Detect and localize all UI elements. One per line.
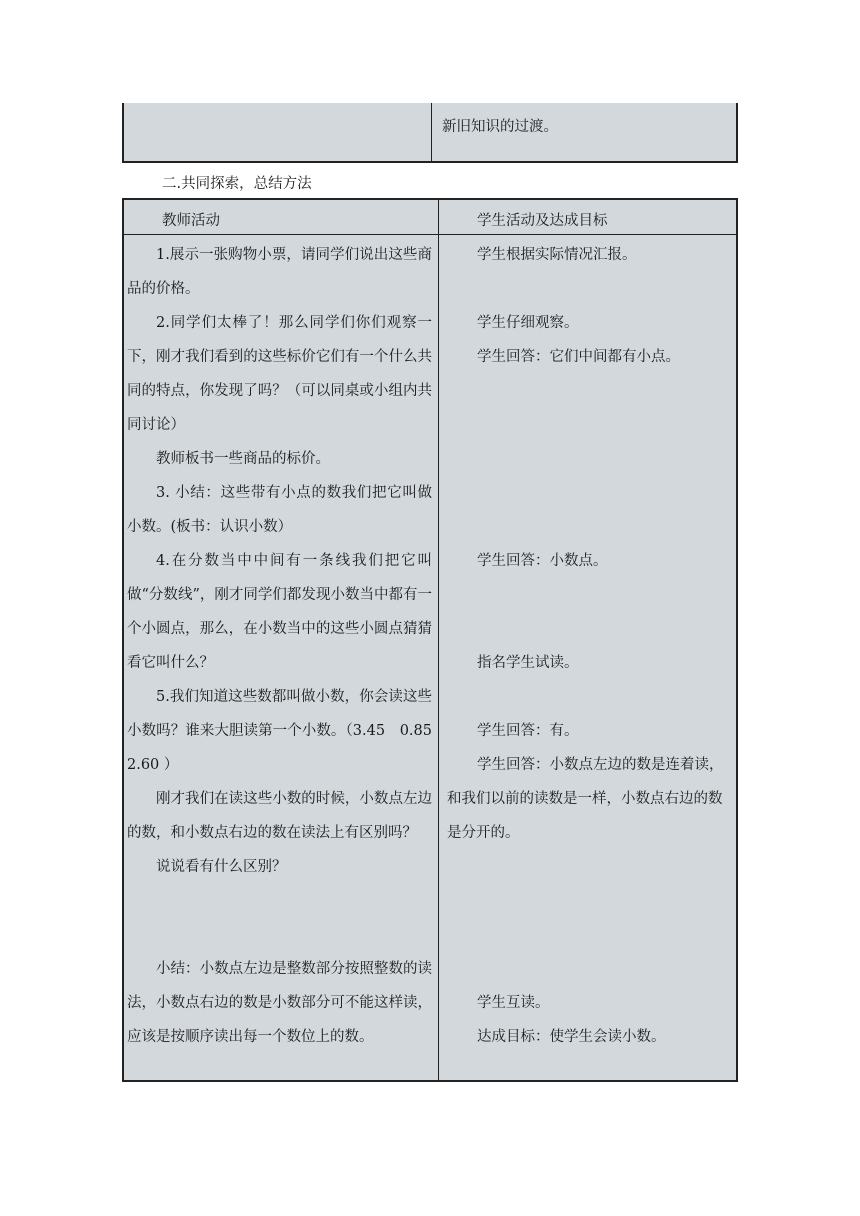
- teacher-board-note: 教师板书一些商品的标价。: [156, 451, 330, 467]
- teacher-step-4: 4.在分数当中中间有一条线我们把它叫做“分数线”，刚才同学们都发现小数当中都有一个小圆点，那么，在小数当中的这些小圆点猜猜看它叫什么？: [127, 553, 432, 671]
- student-item: 是分开的。: [447, 825, 520, 841]
- student-item: 学生互读。: [477, 995, 550, 1011]
- teacher-step-1: 1.展示一张购物小票，请同学们说出这些商品的价格。: [127, 247, 432, 297]
- column-divider: [438, 200, 439, 1080]
- student-item: 学生回答：小数点左边的数是连着读，: [477, 757, 724, 773]
- student-item: 学生根据实际情况汇报。: [477, 247, 637, 263]
- student-item: 指名学生试读。: [477, 655, 579, 671]
- header-divider: [124, 234, 736, 235]
- student-item: 学生回答：有。: [477, 723, 579, 739]
- teacher-step-3: 3. 小结：这些带有小点的数我们把它叫做小数。(板书：认识小数）: [127, 485, 432, 535]
- teacher-activity-column: [127, 238, 447, 1054]
- teacher-step-2: 2.同学们太棒了！那么同学们你们观察一下，刚才我们看到的这些标价它们有一个什么共同的特点，你发现了吗？（可以同桌或小组内共同讨论）: [127, 315, 432, 433]
- header-student-activity: 学生活动及达成目标: [477, 213, 608, 229]
- teacher-step-5: 5.我们知道这些数都叫做小数，你会读这些小数吗？谁来大胆读第一个小数。（3.45 0.85 2.60 ）: [127, 689, 447, 773]
- student-item: 学生回答：它们中间都有小点。: [477, 349, 680, 365]
- transition-note: 新旧知识的过渡。: [442, 119, 558, 135]
- student-item: 学生回答：小数点。: [477, 553, 608, 569]
- teacher-prompt: 说说看有什么区别？: [156, 859, 287, 875]
- teacher-summary: 小结：小数点左边是整数部分按照整数的读法，小数点右边的数是小数部分可不能这样读，应该是按顺序读出每一个数位上的数。: [127, 961, 432, 1045]
- student-item: 达成目标：使学生会读小数。: [477, 1029, 666, 1045]
- lesson-activity-table: [122, 198, 738, 1082]
- student-item: 和我们以前的读数是一样，小数点右边的数: [447, 791, 723, 807]
- teacher-question: 刚才我们在读这些小数的时候，小数点左边的数，和小数点右边的数在读法上有区别吗？: [127, 791, 432, 841]
- header-teacher-activity: 教师活动: [162, 213, 220, 229]
- section-heading: 二.共同探索，总结方法: [162, 176, 312, 192]
- column-divider: [431, 103, 432, 161]
- student-item: 学生仔细观察。: [477, 315, 579, 331]
- previous-table-continuation: [122, 103, 738, 163]
